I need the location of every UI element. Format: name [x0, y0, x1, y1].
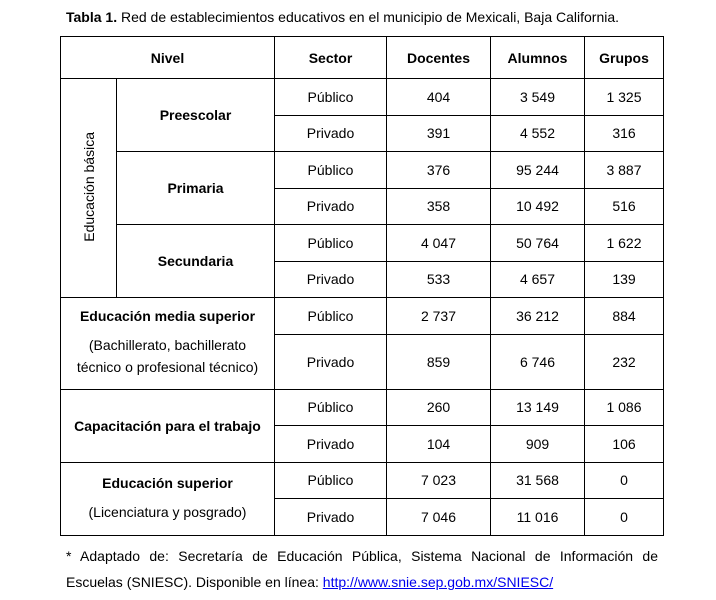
level-secundaria: Secundaria	[117, 225, 275, 298]
superior-title: Educación superior	[102, 474, 233, 491]
cell-docentes: 2 737	[387, 298, 491, 335]
cell-alumnos: 11 016	[491, 499, 585, 536]
table-row	[61, 79, 664, 116]
caption-text: Red de establecimientos educativos en el municipio de Mexicali, Baja California.	[117, 9, 620, 25]
cell-docentes: 859	[387, 334, 491, 389]
cell-sector: Público	[275, 298, 387, 335]
cell-docentes: 7 046	[387, 499, 491, 536]
cell-grupos: 106	[585, 426, 664, 463]
cell-sector: Público	[275, 462, 387, 499]
table-row	[61, 152, 664, 189]
cell-alumnos: 36 212	[491, 298, 585, 335]
header-row	[61, 37, 664, 79]
cell-alumnos: 909	[491, 426, 585, 463]
level-primaria: Primaria	[117, 152, 275, 225]
cell-docentes: 7 023	[387, 462, 491, 499]
cell-alumnos: 3 549	[491, 79, 585, 116]
cell-sector: Privado	[275, 188, 387, 225]
cell-grupos: 139	[585, 261, 664, 298]
cell-grupos: 3 887	[585, 152, 664, 189]
group-basica-label: Educación básica	[80, 131, 97, 242]
cell-grupos: 0	[585, 499, 664, 536]
table-row	[61, 462, 664, 499]
group-basica-cell	[61, 79, 117, 298]
cell-grupos: 516	[585, 188, 664, 225]
cell-sector: Privado	[275, 334, 387, 389]
table-caption	[66, 9, 619, 25]
header-alumnos: Alumnos	[491, 37, 585, 79]
table-row	[61, 389, 664, 426]
cell-sector: Privado	[275, 115, 387, 152]
level-media-superior	[61, 298, 275, 390]
cell-grupos: 1 086	[585, 389, 664, 426]
header-nivel: Nivel	[61, 37, 275, 79]
cell-alumnos: 10 492	[491, 188, 585, 225]
header-sector: Sector	[275, 37, 387, 79]
cell-docentes: 358	[387, 188, 491, 225]
footnote-text: * Adaptado de: Secretaría de Educación Pública, Sistema Nacional de Información de Escuelas (SNIESC). Disponible en línea:	[66, 548, 658, 590]
cell-docentes: 260	[387, 389, 491, 426]
cell-docentes: 376	[387, 152, 491, 189]
footnote	[66, 543, 658, 595]
cell-sector: Privado	[275, 499, 387, 536]
cell-alumnos: 4 657	[491, 261, 585, 298]
cell-alumnos: 31 568	[491, 462, 585, 499]
cell-sector: Público	[275, 152, 387, 189]
cell-sector: Privado	[275, 426, 387, 463]
cell-docentes: 391	[387, 115, 491, 152]
table-row	[61, 225, 664, 262]
cell-sector: Público	[275, 389, 387, 426]
level-preescolar: Preescolar	[117, 79, 275, 152]
header-grupos: Grupos	[585, 37, 664, 79]
cell-alumnos: 6 746	[491, 334, 585, 389]
cell-sector: Público	[275, 225, 387, 262]
cell-docentes: 404	[387, 79, 491, 116]
cell-grupos: 1 325	[585, 79, 664, 116]
level-superior	[61, 462, 275, 535]
cell-docentes: 104	[387, 426, 491, 463]
cell-alumnos: 13 149	[491, 389, 585, 426]
cell-grupos: 232	[585, 334, 664, 389]
cell-grupos: 316	[585, 115, 664, 152]
superior-note: (Licenciatura y posgrado)	[88, 503, 247, 520]
caption-label: Tabla 1.	[66, 9, 118, 25]
cell-grupos: 884	[585, 298, 664, 335]
header-docentes: Docentes	[387, 37, 491, 79]
media-superior-note-2: técnico o profesional técnico)	[76, 359, 259, 376]
cell-alumnos: 50 764	[491, 225, 585, 262]
media-superior-note-1: (Bachillerato, bachillerato	[88, 337, 247, 354]
cell-docentes: 4 047	[387, 225, 491, 262]
cell-grupos: 0	[585, 462, 664, 499]
cell-sector: Privado	[275, 261, 387, 298]
cell-docentes: 533	[387, 261, 491, 298]
table-row	[61, 298, 664, 335]
establishments-table	[60, 36, 664, 536]
cell-alumnos: 95 244	[491, 152, 585, 189]
source-link[interactable]: http://www.snie.sep.gob.mx/SNIESC/	[322, 574, 554, 590]
level-capacitacion: Capacitación para el trabajo	[61, 389, 275, 462]
cell-alumnos: 4 552	[491, 115, 585, 152]
cell-grupos: 1 622	[585, 225, 664, 262]
media-superior-title: Educación media superior	[79, 308, 256, 325]
cell-sector: Público	[275, 79, 387, 116]
